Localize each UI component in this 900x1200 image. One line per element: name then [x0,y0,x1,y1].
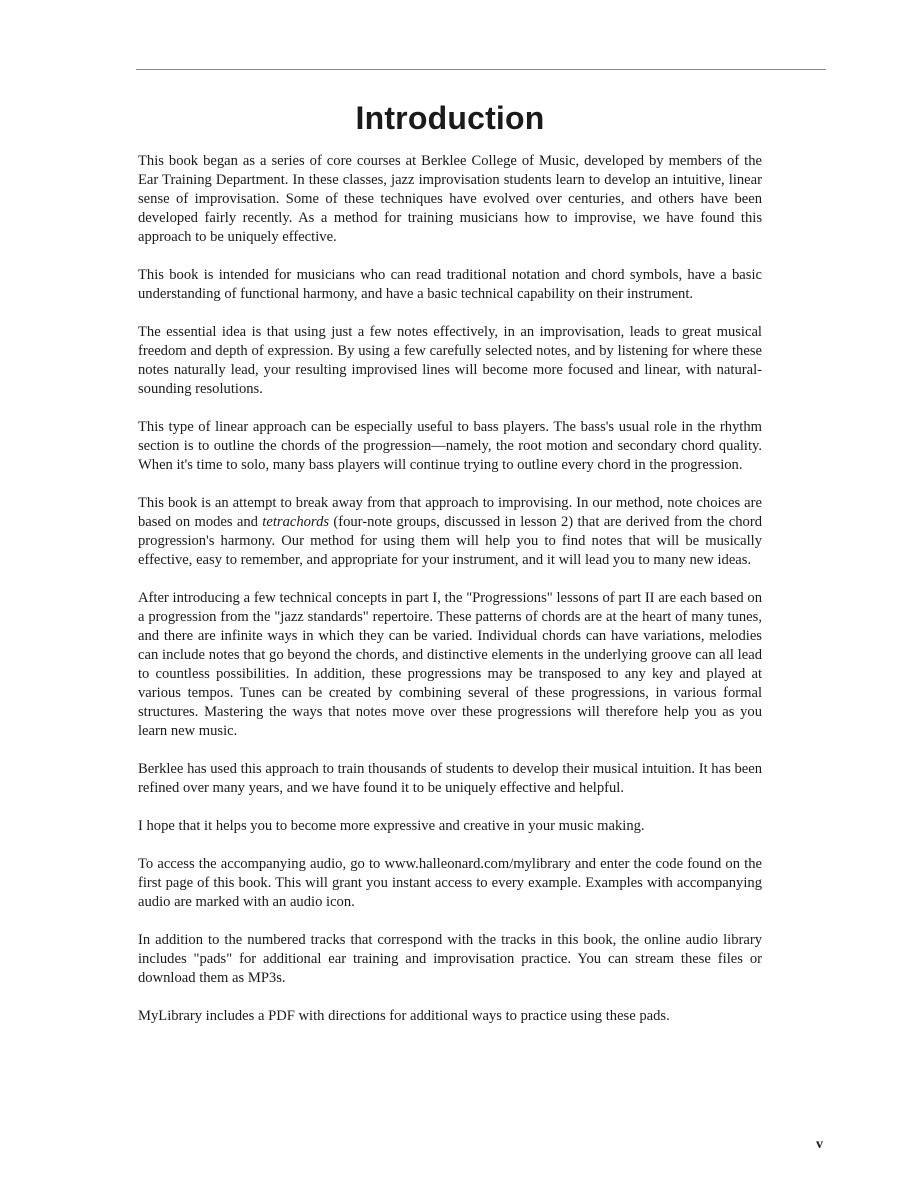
paragraph-5-start: This book is an attempt to break away from that approach to improvising. In our method, note choices are based on modes and [138,495,762,530]
tetrachords-term: tetrachords [262,514,330,530]
page-title: Introduction [355,100,545,136]
header-rule [136,69,826,70]
paragraph-4: This type of linear approach can be especially useful to bass players. The bass's usual role in the rhythm section is to outline the chords of the progression—namely, the root motion and secondary chord quality. When it's time to solo, many bass players will continue trying to outline every chord in the progression. [138,419,762,473]
paragraph-1: This book began as a series of core courses at Berklee College of Music, developed by members of the Ear Training Department. In these classes, jazz improvisation students learn to develop an intuitive, linear sense of improvisation. Some of these techniques have evolved over centuries, and others have been developed fairly recently. As a method for training musicians how to improvise, we have found this approach to be uniquely effective. [138,153,762,245]
paragraph-3: The essential idea is that using just a few notes effectively, in an improvisation, leads to great musical freedom and depth of expression. By using a few carefully selected notes, and by listening for where these notes naturally lead, your resulting improvised lines will become more focused and linear, with natural-sounding resolutions. [138,324,762,397]
paragraph-5-end: (four-note groups, discussed in lesson 2) that are derived from the chord progression's harmony. Our method for using them will help you to find notes that will be musically effective, easy to remember, and appropriate for your instrument, and it will lead you to many new ideas. [138,514,762,568]
paragraph-10: In addition to the numbered tracks that correspond with the tracks in this book, the online audio library includes "pads" for additional ear training and improvisation practice. You can stream these files or download them as MP3s. [138,932,762,986]
page-number: v [816,1137,823,1152]
paragraph-6: After introducing a few technical concepts in part I, the "Progressions" lessons of part II are each based on a progression from the "jazz standards" repertoire. These patterns of chords are at the heart of many tunes, and there are infinite ways in which they can be varied. Individual chords can have variations, melodies can include notes that go beyond the chords, and distinctive elements in the underlying groove can all lead to countless possibilities. In addition, these progressions may be transposed to any key and played at various tempos. Tunes can be created by combining several of these progressions, in various formal structures. Mastering the ways that notes move over these progressions will therefore help you as you learn new music. [138,590,762,739]
paragraph-2: This book is intended for musicians who can read traditional notation and chord symbols, have a basic understanding of functional harmony, and have a basic technical capability on their instrument. [138,267,762,302]
paragraph-8: I hope that it helps you to become more expressive and creative in your music making. [138,818,645,834]
paragraph-9: To access the accompanying audio, go to www.halleonard.com/mylibrary and enter the code found on the first page of this book. This will grant you instant access to every example. Examples with accompanying audio are marked with an audio icon. [138,856,762,910]
paragraph-11: MyLibrary includes a PDF with directions for additional ways to practice using these pads. [138,1008,670,1024]
paragraph-5 [138,494,762,570]
paragraph-7: Berklee has used this approach to train thousands of students to develop their musical intuition. It has been refined over many years, and we have found it to be uniquely effective and helpful. [138,761,762,796]
introduction-body [138,152,762,1045]
